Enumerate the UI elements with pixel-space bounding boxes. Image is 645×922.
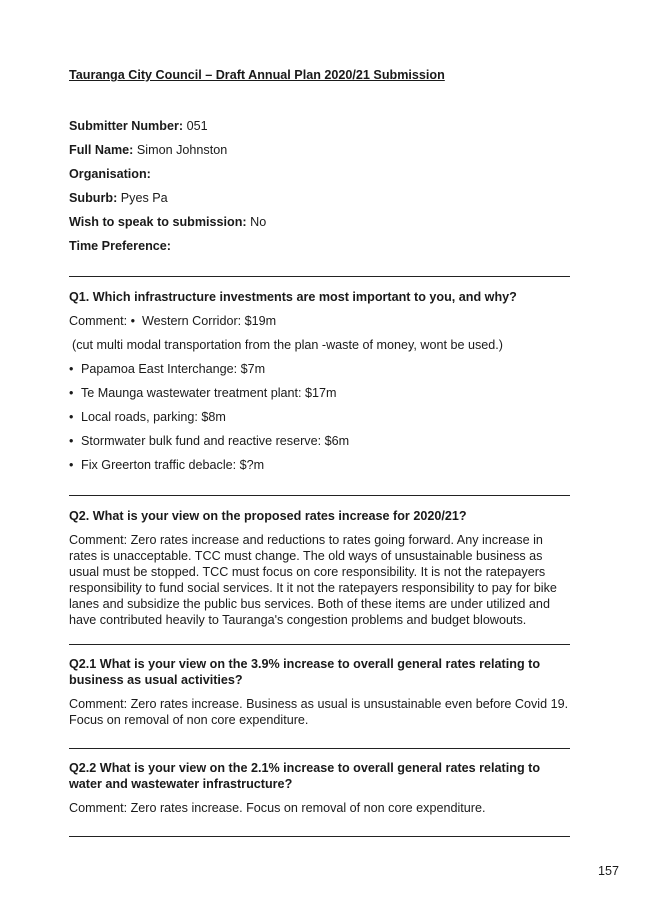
time-preference-field xyxy=(69,238,171,254)
field-label: Suburb: xyxy=(69,191,118,205)
wish-to-speak-field xyxy=(69,214,266,230)
list-item xyxy=(69,433,349,449)
full-name-field xyxy=(69,142,227,158)
bullet-icon: • xyxy=(69,410,74,424)
bullet-icon: • xyxy=(69,434,74,448)
bullet-icon: • xyxy=(69,362,74,376)
list-item-text: Local roads, parking: $8m xyxy=(81,410,226,424)
list-item-text: Fix Greerton traffic debacle: $?m xyxy=(81,458,265,472)
field-label: Full Name: xyxy=(69,143,134,157)
field-label: Submitter Number: xyxy=(69,119,184,133)
bullet-icon: • xyxy=(69,458,74,472)
q1-question: Q1. Which infrastructure investments are most important to you, and why? xyxy=(69,290,517,304)
page-number: 157 xyxy=(598,864,620,878)
q1-note: (cut multi modal transportation from the plan -waste of money, wont be used.) xyxy=(72,338,503,352)
field-value: No xyxy=(250,215,267,229)
q2-2-comment: Comment: Zero rates increase. Focus on removal of non core expenditure. xyxy=(69,801,486,815)
suburb-field xyxy=(69,190,168,206)
q1-first-item: Western Corridor: $19m xyxy=(142,314,277,328)
section-divider xyxy=(69,836,570,837)
field-label: Wish to speak to submission: xyxy=(69,215,247,229)
list-item xyxy=(69,385,337,401)
list-item-text: Papamoa East Interchange: $7m xyxy=(81,362,266,376)
list-item-text: Te Maunga wastewater treatment plant: $17m xyxy=(81,386,337,400)
list-item-text: Stormwater bulk fund and reactive reserve: $6m xyxy=(81,434,350,448)
list-item xyxy=(69,457,264,473)
field-label: Time Preference: xyxy=(69,239,171,253)
submitter-number-field xyxy=(69,118,208,134)
q2-1-comment: Comment: Zero rates increase. Business as usual is unsustainable even before Covid 19. Focus on removal of non core expenditure. xyxy=(69,697,569,727)
organisation-field xyxy=(69,166,151,182)
section-divider xyxy=(69,644,570,645)
q2-2-question: Q2.2 What is your view on the 2.1% increase to overall general rates relating to water and wastewater infrastructure? xyxy=(69,761,541,791)
field-value: Pyes Pa xyxy=(120,191,168,205)
list-item xyxy=(69,409,226,425)
document-title: Tauranga City Council – Draft Annual Plan 2020/21 Submission xyxy=(69,68,445,82)
section-divider xyxy=(69,495,570,496)
q1-comment-line xyxy=(69,313,574,329)
section-divider xyxy=(69,276,570,277)
field-value: 051 xyxy=(186,119,208,133)
list-item xyxy=(69,361,265,377)
comment-label: Comment: • xyxy=(69,314,135,328)
q2-question: Q2. What is your view on the proposed rates increase for 2020/21? xyxy=(69,509,467,523)
section-divider xyxy=(69,748,570,749)
q2-comment: Comment: Zero rates increase and reductions to rates going forward. Any increase in rates is unacceptable. TCC must change. The old ways of unsustainable business as usual must be stopped. TCC must focus on core responsibility. It is not the ratepayers responsibility to fund social services. It it not the ratepayers responsibility to pay for bike lanes and subsidize the public bus services. Both of these items are under utilized and have contributed heavily to Tauranga's congestion problems and budget blowouts. xyxy=(69,533,557,627)
q2-1-question: Q2.1 What is your view on the 3.9% increase to overall general rates relating to business as usual activities? xyxy=(69,657,541,687)
bullet-icon: • xyxy=(69,386,74,400)
field-value: Simon Johnston xyxy=(136,143,228,157)
field-label: Organisation: xyxy=(69,167,151,181)
